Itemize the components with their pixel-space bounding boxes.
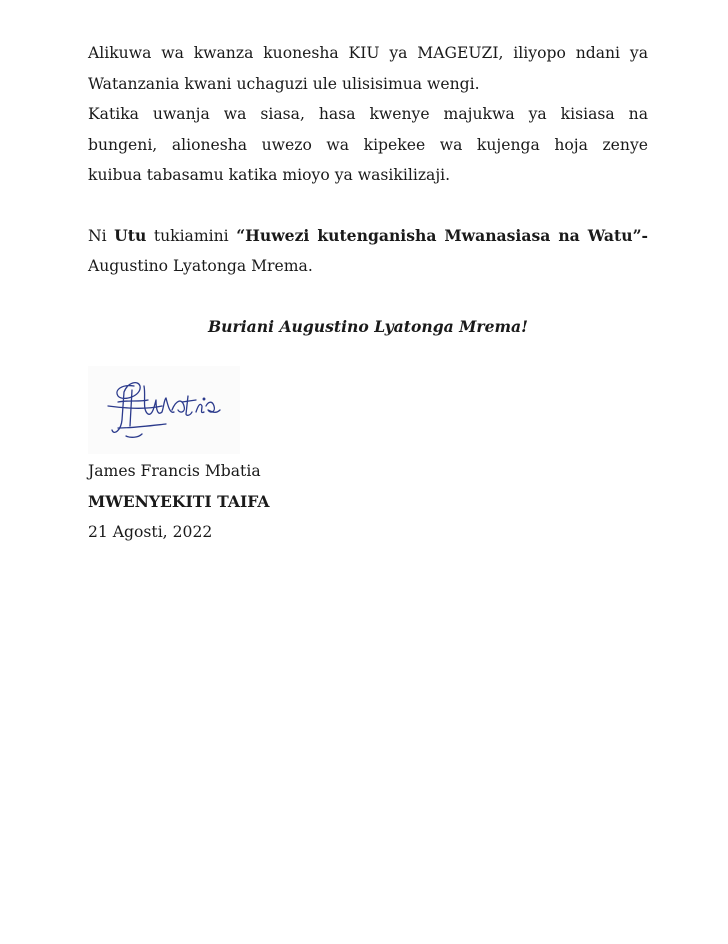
paragraph-3-bold-utu: Utu <box>114 225 147 245</box>
spacer <box>88 282 648 312</box>
paragraph-3-middle: tukiamini <box>146 226 237 245</box>
paragraph-2-line-3: kuibua tabasamu katika mioyo ya wasikilizaji. <box>88 166 451 184</box>
paragraph-3-prefix: Ni <box>88 226 115 245</box>
handwritten-signature <box>88 366 240 454</box>
letter-body <box>88 38 648 342</box>
signatory-name: James Francis Mbatia <box>88 462 261 480</box>
signature-image <box>88 366 240 454</box>
paragraph-3-line-1 <box>88 221 648 252</box>
closing-line: Buriani Augustino Lyatonga Mrema! <box>208 316 528 336</box>
paragraph-1-line-2: Watanzania kwani uchaguzi ule ulisisimua wengi. <box>88 74 480 93</box>
signature-date: 21 Agosti, 2022 <box>88 523 213 541</box>
signatory-block <box>88 456 270 548</box>
paragraph-2-line-1: Katika uwanja wa siasa, hasa kwenye majukwa ya kisiasa na <box>88 105 648 123</box>
signatory-title: MWENYEKITI TAIFA <box>88 491 270 511</box>
paragraph-3-line-2: Augustino Lyatonga Mrema. <box>88 257 313 275</box>
paragraph-1-line-1: Alikuwa wa kwanza kuonesha KIU ya MAGEUZI, iliyopo ndani ya <box>88 44 648 62</box>
spacer <box>88 191 648 221</box>
paragraph-3-quote: “Huwezi kutenganisha Mwanasiasa na Watu”- <box>236 225 649 245</box>
paragraph-2-line-2: bungeni, alionesha uwezo wa kipekee wa kujenga hoja zenye <box>88 135 648 154</box>
